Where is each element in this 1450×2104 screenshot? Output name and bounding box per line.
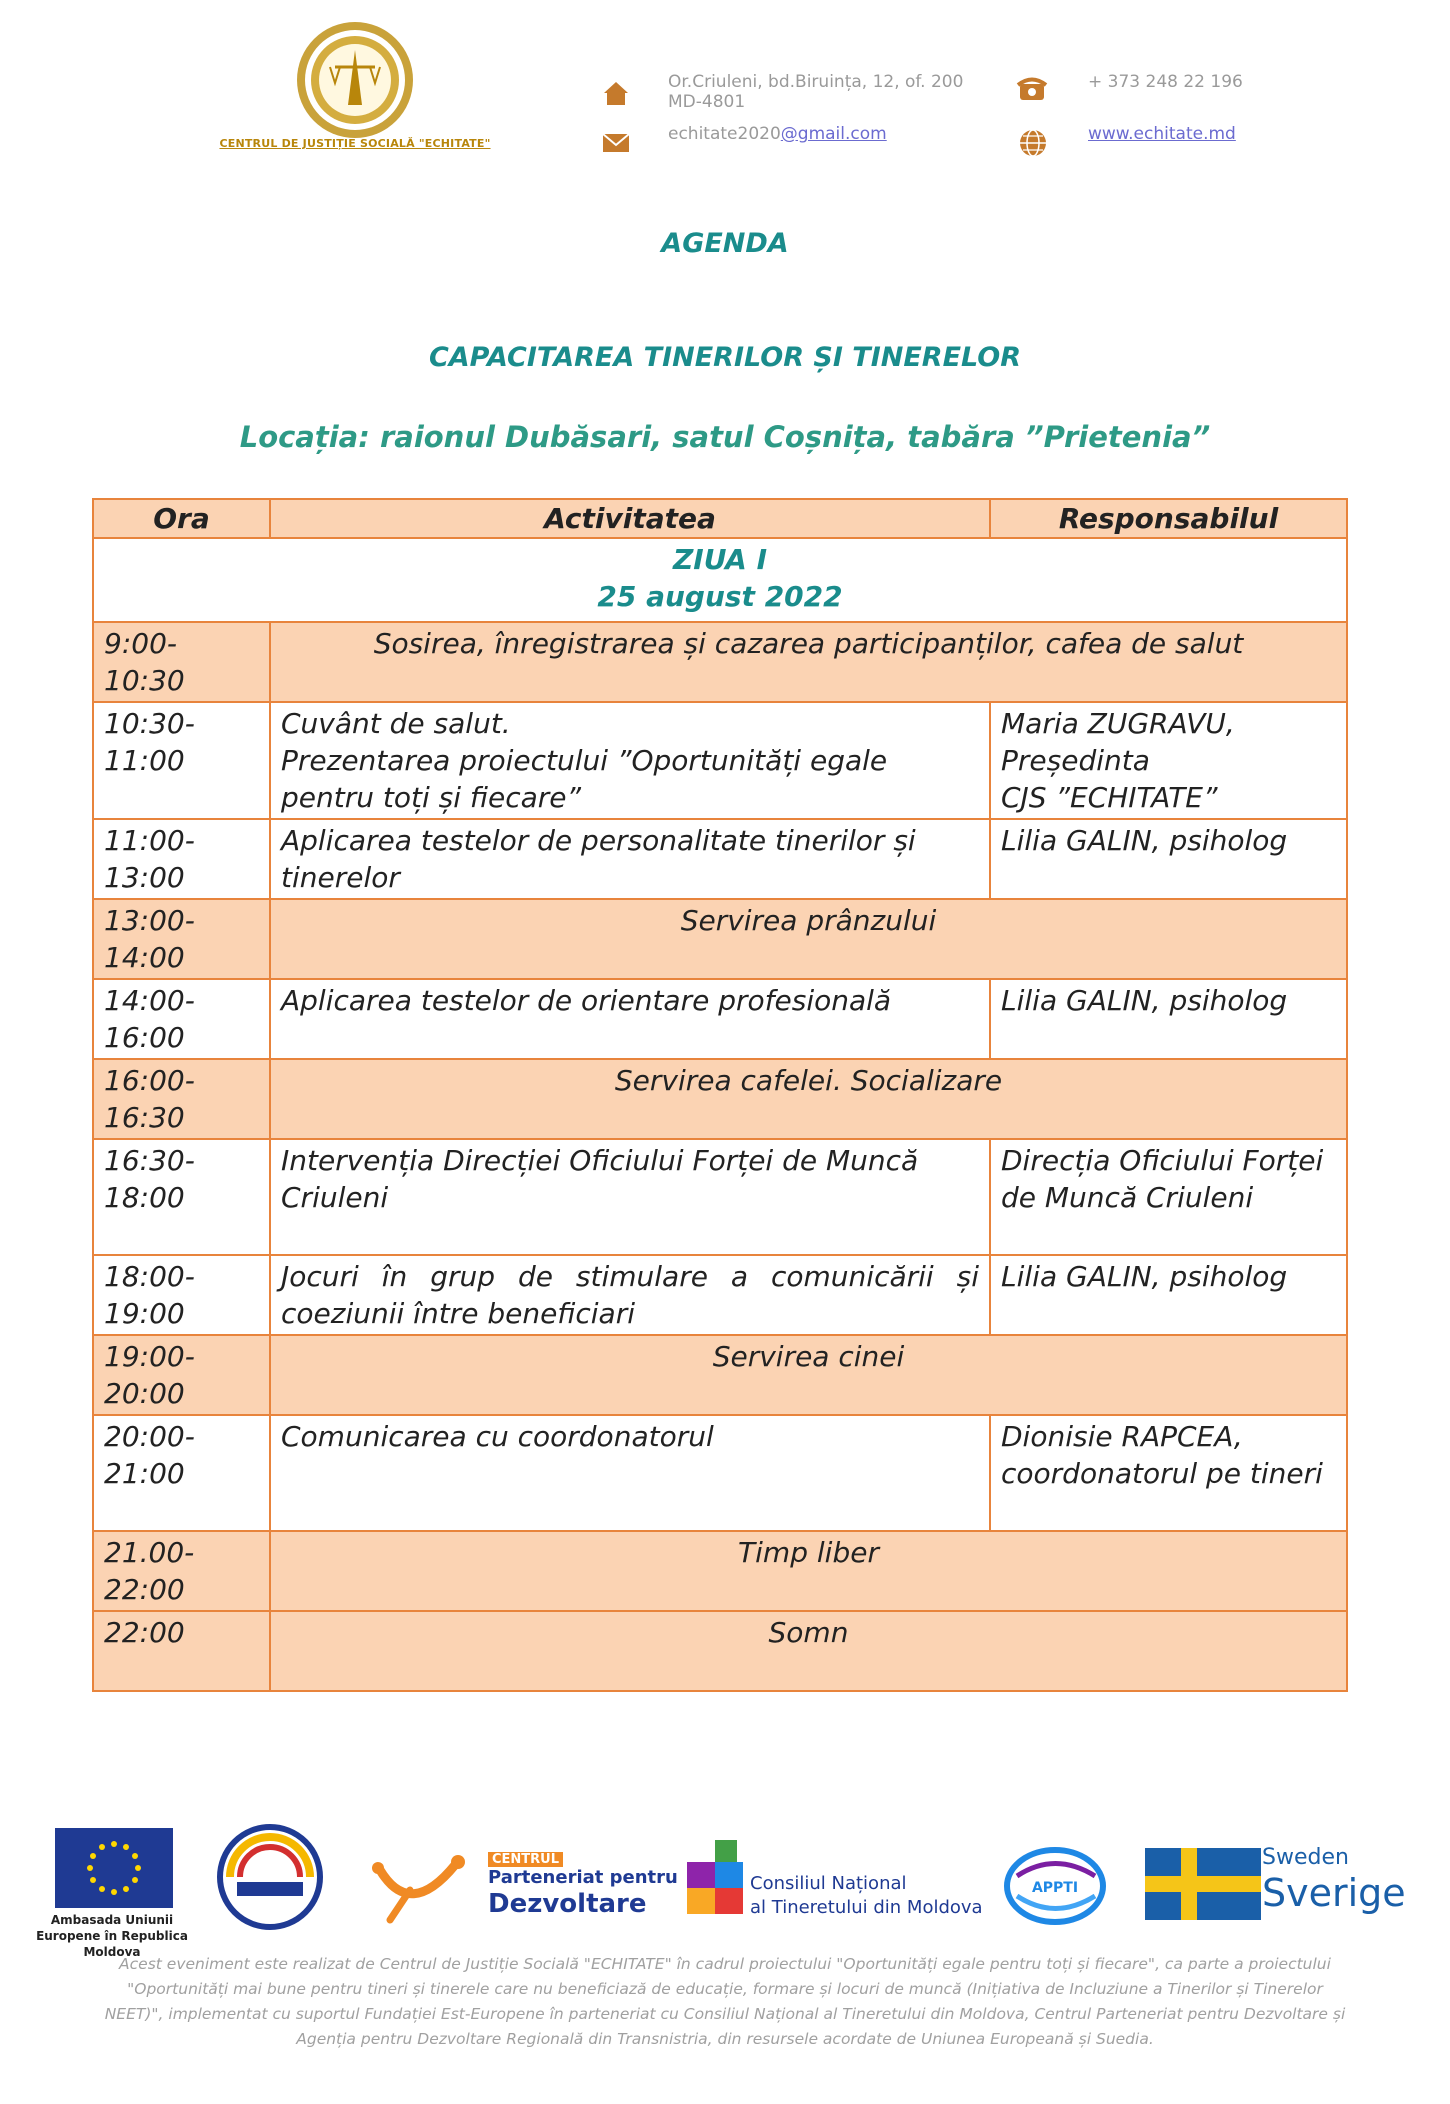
sweden-text xyxy=(1262,1845,1406,1915)
time-cell: 14:00- 16:00 xyxy=(93,979,270,1059)
activity-cell: Servirea cafelei. Socializare xyxy=(270,1059,1347,1139)
email-text[interactable] xyxy=(668,124,887,144)
activity-cell: Somn xyxy=(270,1611,1347,1691)
day-label: ZIUA I xyxy=(672,543,768,576)
day-row xyxy=(93,538,1347,622)
table-row xyxy=(93,1059,1347,1139)
responsible-cell: Lilia GALIN, psiholog xyxy=(990,979,1347,1059)
cntm-line1: Consiliul Național xyxy=(750,1873,907,1894)
cpd-line1: Parteneriat pentru xyxy=(488,1867,678,1888)
home-icon xyxy=(601,78,633,110)
cpd-top: CENTRUL xyxy=(488,1852,563,1867)
table-row xyxy=(93,702,1347,819)
header-activitatea: Activitatea xyxy=(270,499,990,538)
table-row xyxy=(93,1139,1347,1255)
phone-text: + 373 248 22 196 xyxy=(1088,72,1243,92)
time-cell: 16:30- 18:00 xyxy=(93,1139,270,1255)
activity-cell: Intervenția Direcției Oficiului Forței de Muncă Criuleni xyxy=(270,1139,990,1255)
day-date: 25 august 2022 xyxy=(597,580,843,613)
time-cell: 13:00- 14:00 xyxy=(93,899,270,979)
activity-cell: Aplicarea testelor de orientare profesională xyxy=(270,979,990,1059)
cntm-puzzle-logo xyxy=(685,1838,753,1918)
sweden-small: Sweden xyxy=(1262,1845,1349,1870)
time-cell: 20:00- 21:00 xyxy=(93,1415,270,1531)
agenda-title: AGENDA xyxy=(661,228,789,259)
responsible-cell: Dionisie RAPCEA, coordonatorul pe tineri xyxy=(990,1415,1347,1531)
table-row xyxy=(93,1611,1347,1691)
responsible-cell: Maria ZUGRAVU, Președinta CJS ”ECHITATE” xyxy=(990,702,1347,819)
cpd-line2: Dezvoltare xyxy=(488,1889,647,1919)
address-text: Or.Criuleni, bd.Biruința, 12, of. 200 MD-4801 xyxy=(668,72,964,112)
appti-logo xyxy=(1003,1846,1108,1926)
email-prefix: echitate2020 xyxy=(668,124,781,144)
footer-disclaimer: Acest eveniment este realizat de Centrul de Justiție Socială "ECHITATE" în cadrul proiectului "Oportunități egale pentru toți și fiecare", ca parte a proiectului "Oportunități mai bune pentru tineri și tinerele care nu beneficiază de educație, formare și locuri de muncă (Inițiativa de Incluziune a Tinerilor și Tinerelor NEET)", implementat cu suportul Fundației Est-Europene în parteneriat cu Consiliul Național al Tineretului din Moldova, Centrul Parteneriat pentru Dezvoltare și Agenția pentru Dezvoltare Regională din Transnistria, din resursele acordate de Uniunea Europeană și Suedia. xyxy=(104,1955,1346,2048)
event-title: CAPACITAREA TINERILOR ȘI TINERELOR xyxy=(428,342,1022,373)
activity-cell: Sosirea, înregistrarea și cazarea participanților, cafea de salut xyxy=(270,622,1347,702)
table-row xyxy=(93,819,1347,899)
globe-icon xyxy=(1018,128,1050,160)
time-cell: 19:00- 20:00 xyxy=(93,1335,270,1415)
time-cell: 16:00- 16:30 xyxy=(93,1059,270,1139)
activity-cell: Timp liber xyxy=(270,1531,1347,1611)
cntm-text xyxy=(750,1872,983,1920)
time-cell: 9:00- 10:30 xyxy=(93,622,270,702)
table-row xyxy=(93,1531,1347,1611)
responsible-cell: Direcția Oficiului Forței de Muncă Criuleni xyxy=(990,1139,1347,1255)
phone-icon xyxy=(1016,76,1048,108)
cpd-text-logo xyxy=(488,1848,678,1919)
agenda-table xyxy=(92,498,1348,1692)
email-domain-link[interactable]: @gmail.com xyxy=(780,124,887,144)
time-cell: 18:00- 19:00 xyxy=(93,1255,270,1335)
mail-icon xyxy=(601,131,633,163)
activity-cell: Cuvânt de salut. Prezentarea proiectului ”Oportunități egale pentru toți și fiecare” xyxy=(270,702,990,819)
cntm-line2: al Tineretului din Moldova xyxy=(750,1897,983,1918)
table-row xyxy=(93,899,1347,979)
time-cell: 21.00- 22:00 xyxy=(93,1531,270,1611)
table-row xyxy=(93,979,1347,1059)
table-row xyxy=(93,622,1347,702)
activity-cell: Comunicarea cu coordonatorul xyxy=(270,1415,990,1531)
header-ora: Ora xyxy=(93,499,270,538)
table-header-row xyxy=(93,499,1347,538)
responsible-cell: Lilia GALIN, psiholog xyxy=(990,819,1347,899)
time-cell: 10:30- 11:00 xyxy=(93,702,270,819)
responsible-cell: Lilia GALIN, psiholog xyxy=(990,1255,1347,1335)
time-cell: 11:00- 13:00 xyxy=(93,819,270,899)
activity-cell: Servirea cinei xyxy=(270,1335,1347,1415)
cpd-symbol-logo xyxy=(370,1850,470,1930)
organization-logo xyxy=(290,15,420,145)
east-europe-foundation-logo xyxy=(215,1822,325,1932)
table-row xyxy=(93,1415,1347,1531)
header-responsabilul: Responsabilul xyxy=(990,499,1347,538)
eu-flag-logo xyxy=(55,1828,173,1908)
location-line: Locația: raionul Dubăsari, satul Coșnița, tabăra ”Prietenia” xyxy=(239,420,1211,454)
activity-cell: Jocuri în grup de stimulare a comunicării și coeziunii între beneficiari xyxy=(270,1255,990,1335)
activity-cell: Aplicarea testelor de personalitate tinerilor și tinerelor xyxy=(270,819,990,899)
organization-name: CENTRUL DE JUSTIȚIE SOCIALĂ "ECHITATE" xyxy=(219,137,491,150)
sweden-big: Sverige xyxy=(1262,1871,1406,1915)
sweden-flag-logo xyxy=(1145,1848,1261,1920)
table-row xyxy=(93,1255,1347,1335)
eu-caption: Ambasada Uniunii Europene în Republica Moldova xyxy=(36,1913,188,1959)
activity-cell: Servirea prânzului xyxy=(270,899,1347,979)
table-row xyxy=(93,1335,1347,1415)
time-cell: 22:00 xyxy=(93,1611,270,1691)
appti-label: APPTI xyxy=(1031,1880,1079,1896)
website-link[interactable]: www.echitate.md xyxy=(1088,124,1236,144)
